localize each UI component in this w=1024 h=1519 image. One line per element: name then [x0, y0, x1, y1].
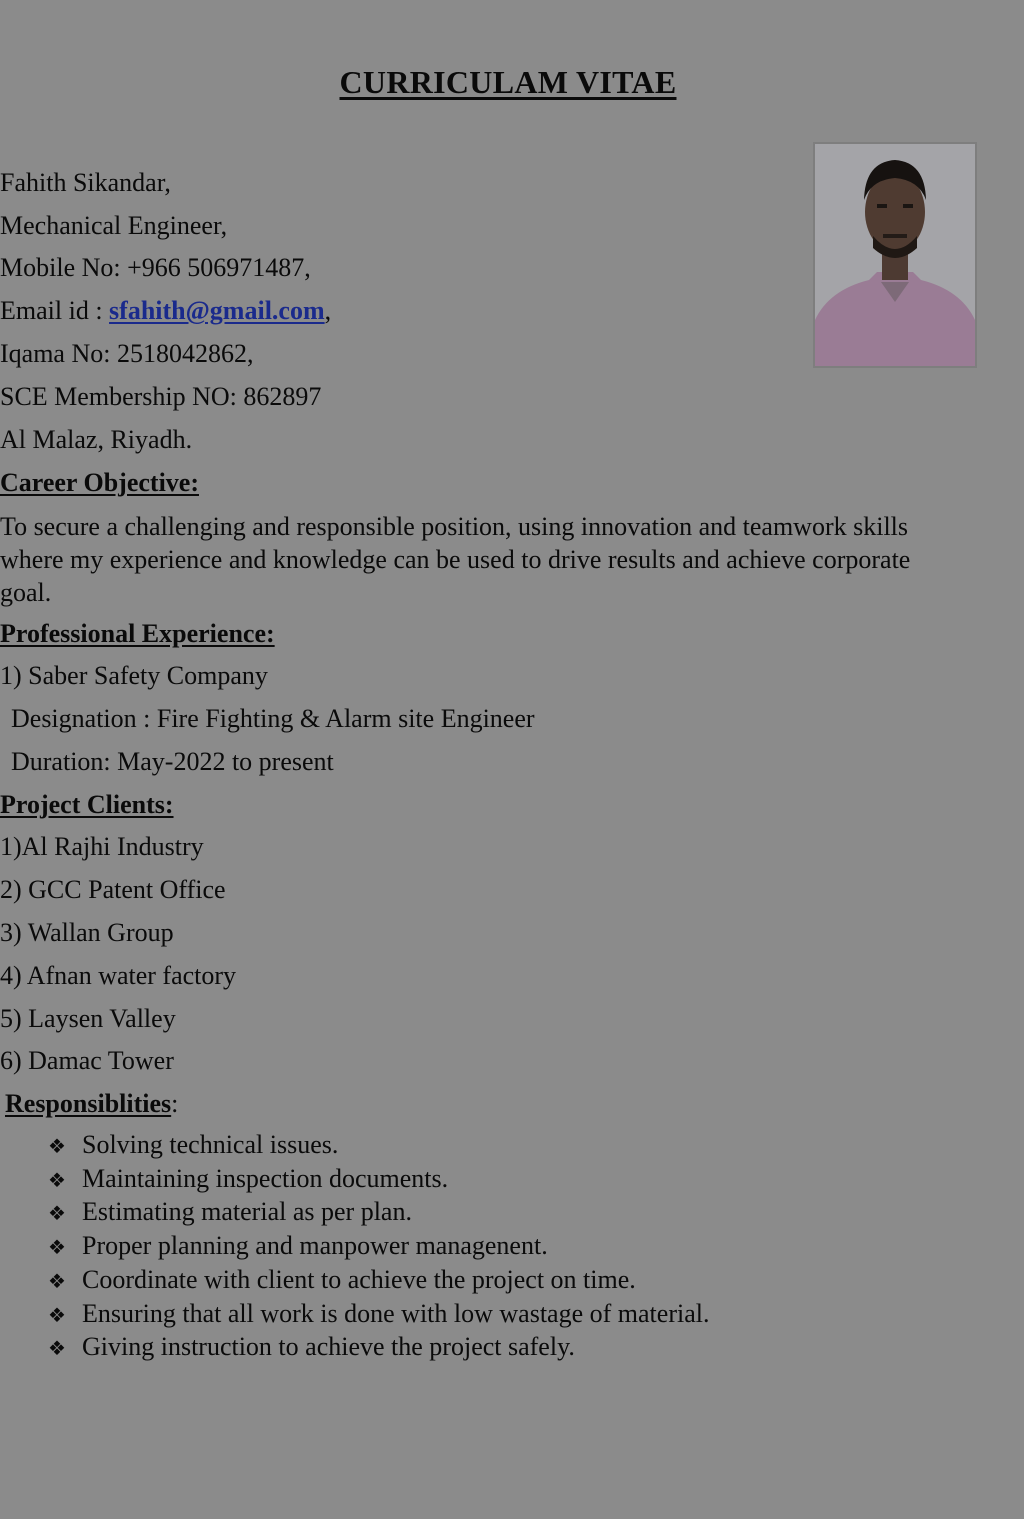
client-item: 2) GCC Patent Office: [0, 875, 226, 904]
list-item-text: Coordinate with client to achieve the project on time.: [82, 1264, 636, 1294]
four-diamond-bullet-icon: ❖: [48, 1336, 66, 1361]
list-item-text: Solving technical issues.: [82, 1130, 339, 1159]
profile-photo: [813, 142, 977, 368]
candidate-profession: Mechanical Engineer,: [0, 211, 228, 240]
list-item-text: Proper planning and manpower managenent.: [82, 1231, 548, 1261]
client-item: 6) Damac Tower: [0, 1046, 174, 1075]
list-item-text: Giving instruction to achieve the project safely.: [82, 1332, 575, 1362]
four-diamond-bullet-icon: ❖: [48, 1268, 66, 1293]
person-portrait-icon: [815, 144, 975, 366]
list-item: [48, 1298, 709, 1332]
client-item: 3) Wallan Group: [0, 918, 174, 947]
email-label: Email id :: [0, 296, 110, 325]
address: Al Malaz, Riyadh.: [0, 425, 193, 454]
document-title: CURRICULAM VITAE: [339, 64, 677, 100]
four-diamond-bullet-icon: ❖: [48, 1167, 66, 1192]
career-objective-heading: Career Objective:: [0, 468, 199, 497]
email-line: [0, 295, 331, 327]
four-diamond-bullet-icon: ❖: [48, 1302, 66, 1327]
email-link[interactable]: sfahith@gmail.com: [109, 296, 325, 325]
list-item: [48, 1331, 709, 1365]
list-item-text: Estimating material as per plan.: [82, 1197, 412, 1227]
list-item-text: Maintaining inspection documents.: [82, 1163, 449, 1193]
list-item: [48, 1230, 709, 1264]
client-item: 4) Afnan water factory: [0, 961, 237, 990]
four-diamond-bullet-icon: ❖: [48, 1235, 66, 1260]
clients-heading: Project Clients:: [0, 790, 174, 819]
iqama-number: Iqama No: 2518042862,: [0, 339, 254, 368]
mobile-number: Mobile No: +966 506971487,: [0, 253, 311, 282]
sce-membership: SCE Membership NO: 862897: [0, 382, 322, 411]
client-item: 5) Laysen Valley: [0, 1004, 176, 1033]
list-item: [48, 1264, 709, 1298]
list-item: [48, 1129, 709, 1163]
client-item: 1)Al Rajhi Industry: [0, 832, 204, 861]
list-item-text: Ensuring that all work is done with low wastage of material.: [82, 1298, 710, 1328]
responsibilities-heading-line: [5, 1088, 178, 1120]
list-item: [48, 1196, 709, 1230]
four-diamond-bullet-icon: ❖: [48, 1201, 66, 1226]
experience-company: 1) Saber Safety Company: [0, 661, 268, 690]
four-diamond-bullet-icon: ❖: [48, 1134, 66, 1158]
list-item: [48, 1163, 709, 1197]
responsibilities-list: [48, 1129, 709, 1365]
career-objective-text: To secure a challenging and responsible position, using innovation and teamwork skills where my experience and knowledge can be used to drive results and achieve corporate goal.: [0, 512, 911, 607]
experience-heading: Professional Experience:: [0, 619, 275, 648]
experience-designation: Designation : Fire Fighting & Alarm site Engineer: [11, 704, 535, 733]
responsibilities-heading: Responsiblities: [5, 1089, 172, 1118]
email-suffix: ,: [324, 296, 332, 325]
experience-duration: Duration: May-2022 to present: [11, 747, 334, 776]
candidate-name: Fahith Sikandar,: [0, 168, 171, 197]
responsibilities-heading-colon: :: [171, 1089, 179, 1118]
